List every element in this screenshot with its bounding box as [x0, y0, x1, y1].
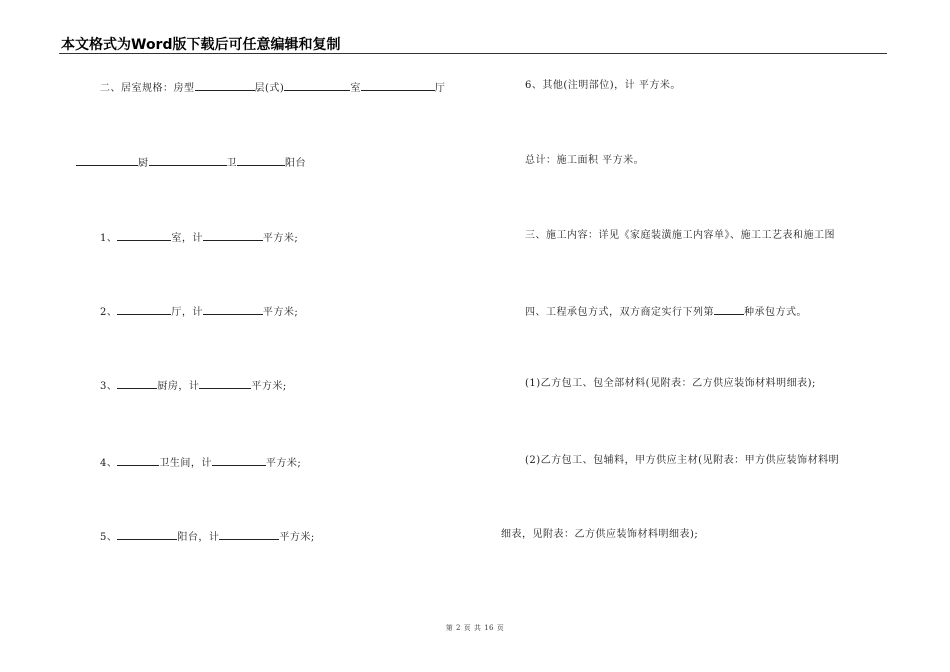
contract-method-line [525, 304, 807, 319]
room-spec-prefix: 二、居室规格：房型 [100, 83, 195, 94]
option-1-line: (1)乙方包工、包全部材料(见附表：乙方供应装饰材料明细表); [525, 378, 816, 389]
item-number: 3、 [100, 381, 118, 392]
blank-field [199, 378, 251, 389]
area-text: 卫生间，计 [159, 458, 212, 469]
option-2-continued-line: 细表，见附表：乙方供应装饰材料明细表); [501, 529, 699, 540]
area-line-3 [100, 378, 287, 393]
room-spec-text: 卫 [226, 158, 237, 169]
blank-field [117, 455, 159, 466]
area-line-2 [100, 304, 298, 319]
room-spec-text: 室 [350, 83, 361, 94]
area-line-5 [100, 529, 315, 544]
construction-content-line: 三、施工内容：详见《家庭装潢施工内容单》、施工工艺表和施工图 [525, 230, 835, 241]
blank-field [149, 155, 227, 166]
page-footer: 第 2 页 共 16 页 [445, 624, 505, 632]
blank-field [117, 230, 171, 241]
blank-field [117, 304, 171, 315]
area-line-1 [100, 230, 298, 245]
blank-field [219, 529, 279, 540]
blank-field [361, 80, 435, 91]
room-spec-line-2 [76, 155, 306, 170]
item-number: 5、 [100, 532, 118, 543]
blank-field [76, 155, 138, 166]
area-text: 阳台，计 [177, 532, 220, 543]
document-header-title: 本文格式为Word版下载后可任意编辑和复制 [61, 37, 341, 53]
blank-field [203, 304, 263, 315]
room-spec-text: 层(式) [254, 83, 285, 94]
blank-field [714, 304, 744, 315]
area-text: 室，计 [171, 233, 203, 244]
area-unit: 平方米; [251, 381, 287, 392]
blank-field [195, 80, 255, 91]
area-line-4 [100, 455, 301, 470]
area-unit: 平方米; [265, 458, 302, 469]
area-text: 厨房，计 [157, 381, 200, 392]
area-unit: 平方米; [262, 307, 299, 318]
blank-field [117, 378, 157, 389]
blank-field [212, 455, 266, 466]
area-text: 厅，计 [171, 307, 203, 318]
area-unit: 平方米; [279, 532, 315, 543]
total-area-line: 总计：施工面积 平方米。 [525, 155, 645, 166]
other-area-line: 6、其他(注明部位)，计 平方米。 [525, 80, 681, 91]
blank-field [203, 230, 263, 241]
item-number: 1、 [100, 233, 118, 244]
item-number: 2、 [100, 307, 118, 318]
blank-field [284, 80, 350, 91]
item-number: 4、 [100, 458, 118, 469]
option-2-line: (2)乙方包工、包辅料，甲方供应主材(见附表：甲方供应装饰材料明 [525, 455, 840, 466]
room-spec-text: 阳台 [285, 158, 306, 169]
contract-method-text: 种承包方式。 [744, 307, 807, 318]
blank-field [117, 529, 177, 540]
room-spec-text: 厅 [434, 83, 446, 94]
room-spec-line [100, 80, 445, 95]
header-divider [59, 53, 887, 54]
blank-field [237, 155, 285, 166]
contract-method-text: 四、工程承包方式，双方商定实行下列第 [525, 307, 714, 318]
area-unit: 平方米; [262, 233, 299, 244]
room-spec-text: 厨 [138, 158, 149, 169]
